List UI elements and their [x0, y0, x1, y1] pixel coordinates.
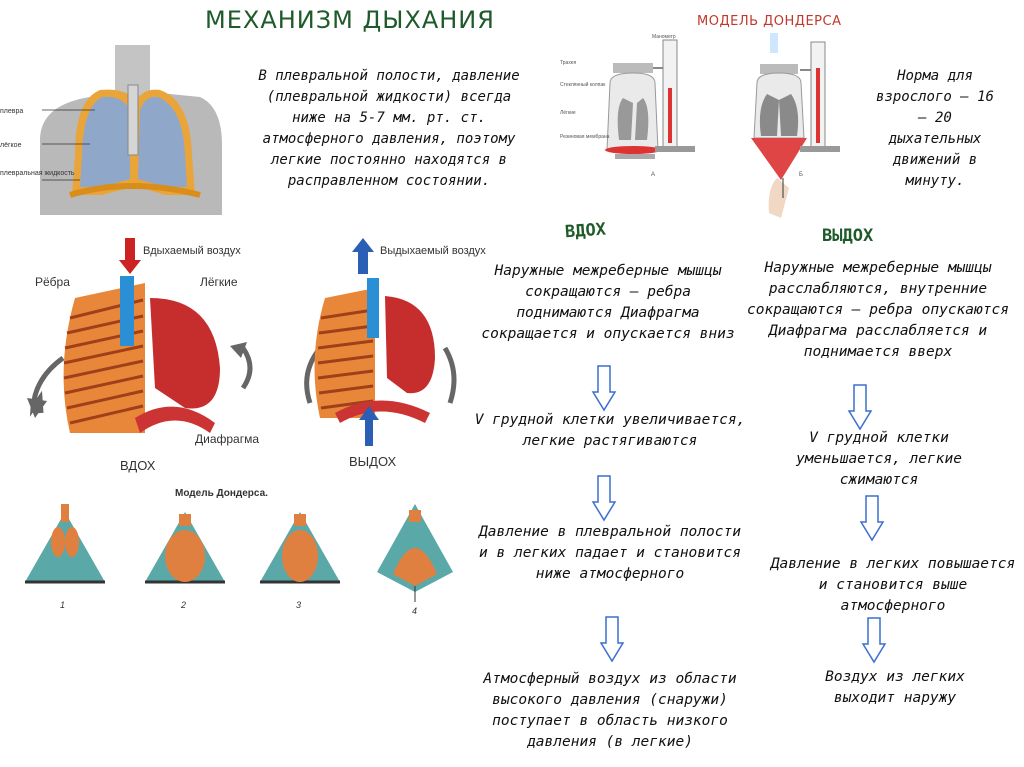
label-pleura: плевра: [0, 108, 24, 115]
inhale-caption: ВДОХ: [120, 458, 156, 473]
inhale-heading: ВДОХ: [564, 219, 607, 243]
breathing-norm-text: Норма для взрослого – 16 – 20 дыхательных движений в минуту.: [875, 68, 994, 189]
apparatus-label-lungs: Лёгкие: [560, 110, 576, 116]
small-model-2: [145, 512, 225, 610]
apparatus-letter-b: Б: [799, 172, 803, 178]
apparatus-label-jar: Стеклянный колпак: [560, 82, 606, 88]
pleura-illustration: [0, 45, 232, 215]
small-model-1: [25, 504, 105, 610]
exhale-air-label: Выдыхаемый воздух: [380, 245, 486, 257]
small-model-3: [260, 512, 340, 610]
chest-inhale: [27, 238, 259, 473]
model-number-1: 1: [60, 600, 66, 610]
model-number-2: 2: [181, 600, 187, 610]
chest-mechanism-illustration: [15, 238, 486, 483]
inhale-air-label: Вдыхаемый воздух: [143, 245, 241, 257]
donders-apparatus-illustration: [555, 28, 860, 228]
exhale-arrow-2: [860, 495, 884, 541]
inhale-step-3: Давление в плевральной полости и в легких падает и становится ниже атмосферного: [479, 524, 741, 582]
small-model-title: Модель Дондерса.: [175, 488, 268, 499]
exhale-step-1: Наружные межреберные мышцы расслабляются, внутренние сокращаются – ребра опускаются Диафрагма расслабляется и поднимается вверх: [747, 260, 1009, 360]
inhale-arrow-1: [592, 365, 616, 411]
inhale-arrow-2: [592, 475, 616, 521]
inhale-step-4: Атмосферный воздух из области высокого давления (снаружи) поступает в область низкого давления (в легкие): [483, 671, 737, 750]
donders-model-title: МОДЕЛЬ ДОНДЕРСА: [697, 14, 842, 29]
label-pleural-fluid: плевральная жидкость: [0, 170, 75, 177]
pleural-pressure-text: В плевральной полости, давление (плевральной жидкости) всегда ниже на 5-7 мм. рт. ст. атмосферного давления, поэтому легкие постоянно находятся в расправленном состоянии.: [258, 68, 520, 189]
exhale-arrow-1: [848, 384, 872, 430]
exhale-heading: ВЫДОХ: [822, 226, 874, 246]
page-title: МЕХАНИЗМ ДЫХАНИЯ: [205, 6, 495, 34]
lungs-label: Лёгкие: [200, 275, 238, 289]
apparatus-label-membrane: Резиновая мембрана: [560, 134, 610, 140]
model-number-4: 4: [412, 606, 418, 616]
diaphragm-label: Диафрагма: [195, 432, 260, 446]
inhale-step-1: Наружные межреберные мышцы сокращаются – ребра поднимаются Диафрагма сокращается и опускается вниз: [481, 263, 735, 342]
apparatus-label-manometer: Манометр: [652, 34, 676, 40]
apparatus-b: [751, 33, 840, 218]
small-model-4: [377, 504, 453, 616]
exhale-step-2: V грудной клетки уменьшается, легкие сжимаются: [796, 430, 962, 488]
model-number-3: 3: [296, 600, 302, 610]
inhale-step-2: V грудной клетки увеличивается, легкие растягиваются: [474, 412, 746, 449]
ribs-label: Рёбра: [35, 275, 70, 289]
exhale-arrow-3: [862, 617, 886, 663]
inhale-arrow-3: [600, 616, 624, 662]
apparatus-a: [560, 34, 695, 178]
label-lung: лёгкое: [0, 142, 22, 149]
apparatus-letter-a: А: [651, 172, 656, 178]
chest-exhale: [307, 238, 487, 469]
apparatus-label-trachea: Трахея: [560, 60, 577, 66]
exhale-step-3: Давление в легких повышается и становится выше атмосферного: [770, 556, 1016, 614]
small-donders-models: [15, 482, 445, 630]
exhale-step-4: Воздух из легких выходит наружу: [825, 669, 965, 706]
exhale-caption: ВЫДОХ: [349, 454, 397, 469]
